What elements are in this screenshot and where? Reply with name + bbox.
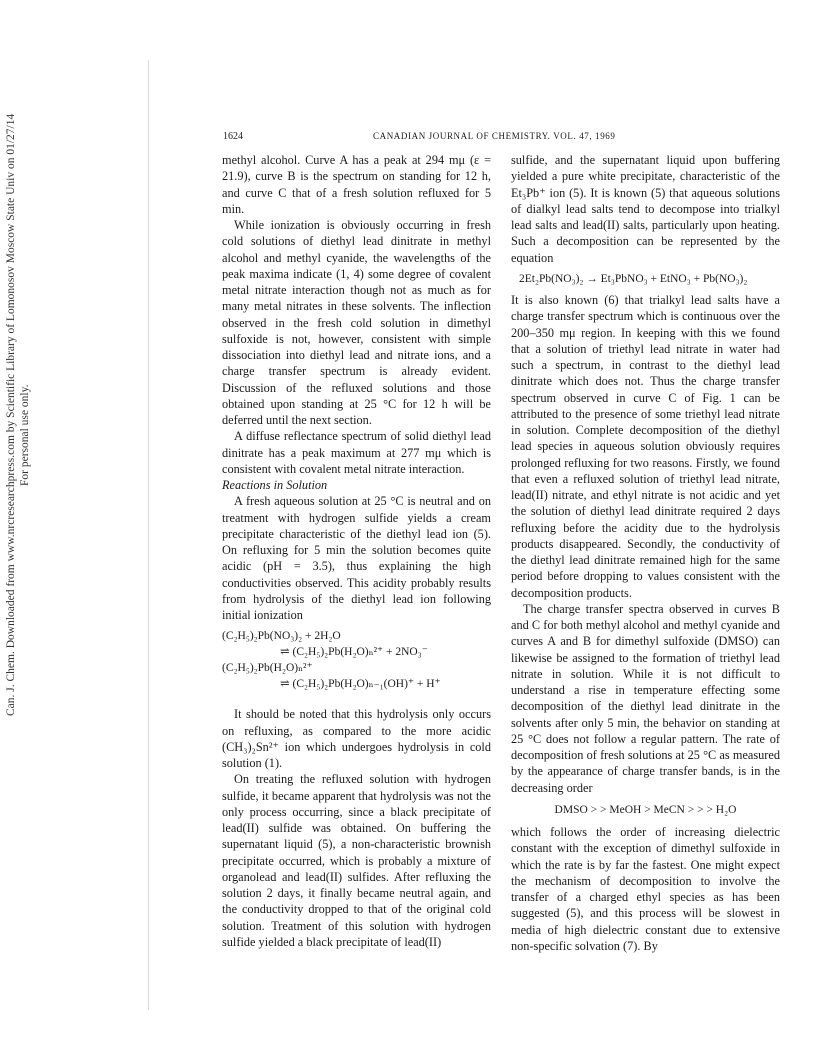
- equation-line: ⇌ (C₂H₅)₂Pb(H₂O)ₙ²⁺ + 2NO₃⁻: [280, 646, 428, 659]
- paragraph: The charge transfer spectra observed in curves B and C for both methyl alcohol and methyl cyanide and curves A and B for dimethyl sulfoxide (DMSO) can likewise be assigned to the formation of triethyl lead nitrate in solution. While it is not difficult to understand a rise in temperature effecting some decomposition of the diethyl lead dinitrate in the solvents after only 5 min, the behavior on standing at 25 °C does not follow a regular pattern. The rate of decomposition of fresh solutions at 25 °C as measured by the appearance of charge transfer bands, is in the decreasing order: [511, 601, 780, 795]
- equation-line: ⇌ (C₂H₅)₂Pb(H₂O)ₙ₋₁(OH)⁺ + H⁺: [280, 678, 441, 691]
- equation-line: (C₂H₅)₂Pb(NO₃)₂ + 2H₂O: [222, 630, 341, 643]
- paragraph: A diffuse reflectance spectrum of solid diethyl lead dinitrate has a peak maximum at 277 mμ which is consistent with covalent metal nitrate interaction.: [222, 429, 491, 476]
- paragraph: A fresh aqueous solution at 25 °C is neutral and on treatment with hydrogen sulfide yields a cream precipitate characteristic of the diethyl lead ion (5). On refluxing for 5 min the solution becomes quite acidic (pH = 3.5), thus explaining the high conductivities observed. This acidity probably results from hydrolysis of the diethyl lead ion following initial ionization: [222, 494, 491, 622]
- paragraph: It is also known (6) that trialkyl lead salts have a charge transfer spectrum which is continuous over the 200–350 mμ region. In keeping with this we found that a solution of triethyl lead nitrate in water had such a spectrum, in contrast to the diethyl lead dinitrate which does not. Thus the charge transfer spectrum observed in curve C of Fig. 1 can be attributed to the presence of some triethyl lead nitrate in solution. Complete decomposition of the diethyl lead species in aqueous solution obviously requires prolonged refluxing for two reasons. Firstly, we found that even a refluxed solution of triethyl lead nitrate, lead(II) nitrate, and ethyl nitrate is not acidic and yet the solution of diethyl lead dinitrate required 2 days refluxing before the acidity due to the hydrolysis products disappeared. Secondly, the conductivity of the diethyl lead dinitrate remained high for the same period before dropping to values consistent with the decomposition products.: [511, 293, 780, 600]
- section-title: Reactions in Solution: [222, 478, 328, 492]
- journal-title: CANADIAN JOURNAL OF CHEMISTRY. VOL. 47, 1969: [373, 131, 616, 141]
- download-notice-line: For personal use only.: [19, 384, 31, 486]
- download-notice: [4, 113, 32, 716]
- running-head: [223, 131, 786, 145]
- left-column: [222, 152, 491, 950]
- equation-line: (C₂H₅)₂Pb(H₂O)ₙ²⁺: [222, 662, 313, 675]
- download-notice-line: Can. J. Chem. Downloaded from www.nrcresearchpress.com by Scientific Library of Lomonosov Moscow State Univ on 01/27/14: [5, 113, 17, 716]
- hydrolysis-equations: [222, 628, 491, 692]
- decomposition-equation: 2Et₂Pb(NO₃)₂ → Et₃PbNO₃ + EtNO₃ + Pb(NO₃)₂: [519, 272, 748, 285]
- paragraph: While ionization is obviously occurring in fresh cold solutions of diethyl lead dinitrate in methyl alcohol and methyl cyanide, the wavelengths of the peak maxima indicate (1, 4) some degree of covalent metal nitrate interaction though not as much as for many metal nitrates in these solvents. The inflection observed in the fresh cold solution in dimethyl sulfoxide is not, however, consistent with simple dissociation into diethyl lead and nitrate ions, and a charge transfer spectrum is already evident. Discussion of the refluxed solutions and those obtained upon standing at 25 °C for 12 h will be deferred until the next section.: [222, 218, 491, 427]
- paragraph: methyl alcohol. Curve A has a peak at 294 mμ (ε = 21.9), curve B is the spectrum on standing for 12 h, and curve C that of a fresh solution refluxed for 5 min.: [222, 153, 491, 216]
- paragraph: It should be noted that this hydrolysis only occurs on refluxing, as compared to the more acidic (CH₃)₂Sn²⁺ ion which undergoes hydrolysis in cold solution (1).: [222, 707, 491, 770]
- right-column: [511, 152, 780, 954]
- page-number: 1624: [223, 131, 243, 142]
- margin-rule: [148, 60, 149, 1010]
- paragraph: On treating the refluxed solution with hydrogen sulfide, it became apparent that hydrolysis was not the only process occurring, since a black precipitate of lead(II) sulfide was obtained. On buffering the supernatant liquid (5), a non-characteristic brownish precipitate occurred, which is probably a mixture of organolead and lead(II) sulfides. After refluxing the solution 2 days, it finally became neutral again, and the conductivity dropped to that of the original cold solution. Treatment of this solution with hydrogen sulfide yielded a black precipitate of lead(II): [222, 772, 491, 949]
- rate-order: DMSO > > MeOH > MeCN > > > H₂O: [554, 803, 737, 816]
- paragraph: which follows the order of increasing dielectric constant with the exception of dimethyl sulfoxide in which the rate is by far the fastest. One might expect the mechanism of decomposition to involve the transfer of a charged ethyl species as has been suggested (5), and this process will be slowest in media of high dielectric constant due to extensive non-specific solvation (7). By: [511, 825, 780, 953]
- paragraph: sulfide, and the supernatant liquid upon buffering yielded a pure white precipitate, characteristic of the Et₃Pb⁺ ion (5). It is known (5) that aqueous solutions of dialkyl lead salts tend to decompose into trialkyl lead salts and lead(II) salts, particularly upon heating. Such a decomposition can be represented by the equation: [511, 153, 780, 265]
